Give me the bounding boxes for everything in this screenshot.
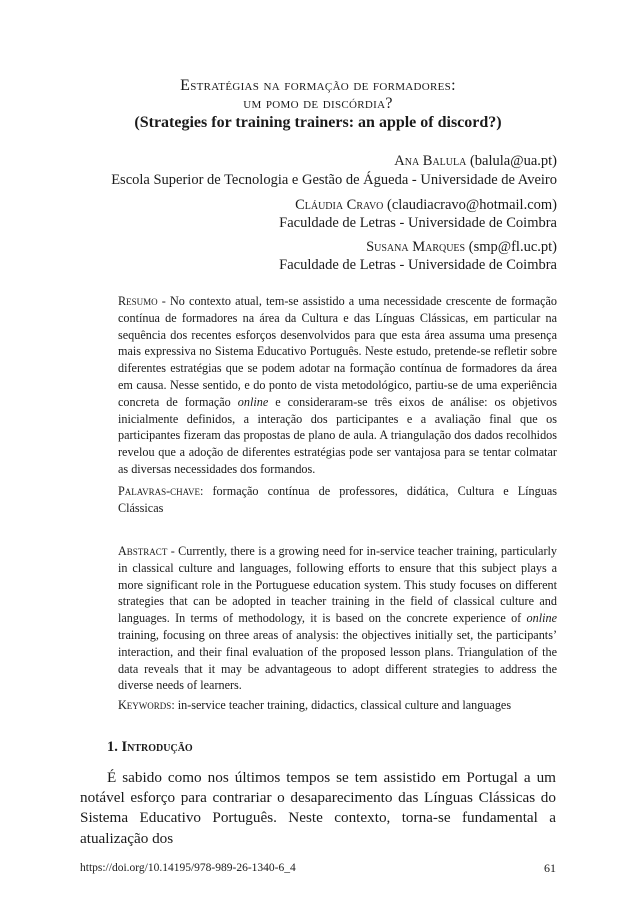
keywords-text: : in-service teacher training, didactics, classical culture and languages: [171, 698, 512, 712]
abstract-italic: online: [526, 611, 557, 626]
author-1: [394, 153, 557, 170]
doi-link[interactable]: https://doi.org/10.14195/978-989-26-1340-6_4: [80, 862, 296, 874]
section-title: Introdução: [121, 739, 193, 755]
abstract-text-end: training, focusing on three areas of analysis: the objectives initially set, the participants’ interaction, and their final evaluation of the proposed lesson plans. Triangulation of the data reveals that it may be advantageous to adopt different strategies to address the diverse needs of learners.: [118, 627, 557, 693]
title-line-1: Estratégias na formação de formadores:: [180, 77, 456, 94]
author-3-affiliation: Faculdade de Letras - Universidade de Coimbra: [279, 257, 557, 273]
author-name: Ana Balula: [394, 153, 467, 169]
author-email: (balula@ua.pt): [469, 153, 557, 169]
author-2-affiliation: Faculdade de Letras - Universidade de Coimbra: [279, 215, 557, 231]
section-heading: [107, 739, 193, 756]
author-name: Susana Marques: [366, 239, 466, 255]
resumo-italic: online: [237, 394, 269, 409]
abstract-paragraph: [118, 543, 557, 694]
palavras-text: : formação contínua de professores, didática, Cultura e Línguas Clássicas: [118, 484, 557, 515]
title-english: (Strategies for training trainers: an apple of discord?): [134, 114, 502, 131]
resumo-label: Resumo: [118, 294, 158, 308]
author-1-affiliation: Escola Superior de Tecnologia e Gestão de Águeda - Universidade de Aveiro: [111, 172, 557, 188]
resumo-text-end: e consideraram-se três eixos de análise: os objetivos inicialmente definidos, a interação dos participantes e a avaliação final que os participantes fizeram das propostas de plano de aula. A triangulação dos dados recolhidos revelou que a adoção de diferentes estratégias pode ser vantajosa para se tentar colmatar as diversas necessidades dos formandos.: [118, 394, 557, 476]
author-email: (claudiacravo@hotmail.com): [387, 197, 557, 213]
author-2: [295, 197, 557, 214]
section-number: 1.: [107, 739, 122, 755]
author-name: Cláudia Cravo: [295, 197, 384, 213]
author-email: (smp@fl.uc.pt): [468, 239, 557, 255]
keywords-label: Keywords: [118, 698, 172, 712]
author-3: [366, 239, 557, 256]
abstract-text: - Currently, there is a growing need for in-service teacher training, particularly in classical culture and languages, following efforts to ensure that this subject plays a more significant role in the Portuguese education system. This study focuses on different strategies that can be adopted in teacher training in the field of classical culture and languages. In terms of methodology, it is based on the concrete experience of: [118, 544, 557, 626]
body-paragraph: É sabido como nos últimos tempos se tem assistido em Portugal a um notável esforço para contrariar o desaparecimento das Línguas Clássicas do Sistema Educativo Português. Neste contexto, torna-se fundamental a atualização dos: [80, 769, 556, 847]
keywords: [118, 697, 557, 714]
palavras-label: Palavras-chave: [118, 484, 201, 498]
abstract-label: Abstract: [118, 544, 168, 558]
palavras-chave: [118, 483, 557, 517]
title-line-2: um pomo de discórdia?: [243, 95, 393, 112]
page-number: 61: [544, 861, 556, 875]
resumo-paragraph: [118, 293, 557, 478]
resumo-text: - No contexto atual, tem-se assistido a uma necessidade crescente de formação contínua de formadores na área da Cultura e das Línguas Clássicas, em particular na sequência dos recentes esforços desenvolvidos para que esta área assuma uma presença mais expressiva no Sistema Educativo Português. Neste estudo, pretende-se refletir sobre diferentes estratégias que se podem adotar na formação contínua de formadores da área em causa. Nesse sentido, e do ponto de vista metodológico, partiu-se de uma experiência concreta de formação: [118, 294, 557, 409]
